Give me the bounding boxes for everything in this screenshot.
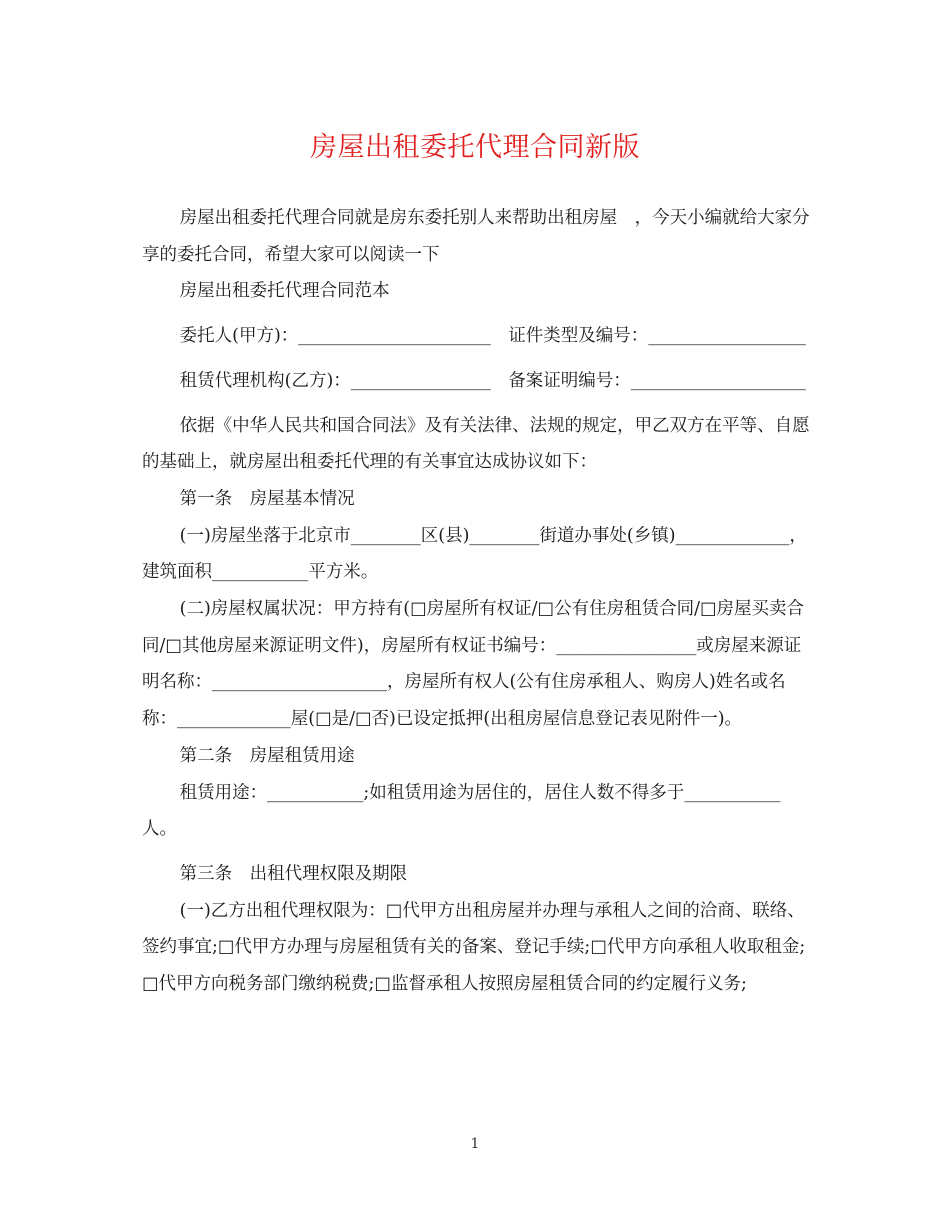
page-number: 1 bbox=[470, 1136, 480, 1152]
article-1-clause-2: (二)房屋权属状况：甲方持有(□房屋所有权证/□公有住房租赁合同/□房屋买卖合同/□其他房屋来源证明文件)，房屋所有权证书编号：________________或房屋来源证明名称：____________________，房屋所有权人(公有住房承租人、购房人)姓名或名称：_____________屋(□是/□否)已设定抵押(出租房屋信息登记表见附件一)。 bbox=[142, 599, 805, 730]
article-1-heading: 第一条 房屋基本情况 bbox=[179, 488, 355, 509]
article-3-clause-1: (一)乙方出租代理权限为：□代甲方出租房屋并办理与承租人之间的洽商、联络、签约事宜;□代甲方办理与房屋租赁有关的备案、登记手续;□代甲方向承租人收取租金;□代甲方向税务部门缴纳税费;□监督承租人按照房屋租赁合同的约定履行义务; bbox=[142, 900, 806, 995]
template-heading: 房屋出租委托代理合同范本 bbox=[179, 281, 390, 302]
document-body bbox=[142, 200, 810, 1003]
article-2-clause: 租赁用途：___________;如租赁用途为居住的，居住人数不得多于___________人。 bbox=[142, 782, 781, 840]
principal-party-line: 委托人(甲方)：______________________ 证件类型及编号：__________________ bbox=[179, 326, 806, 347]
article-1-clause-1: (一)房屋坐落于北京市________区(县)________街道办事处(乡镇)_____________，建筑面积___________平方米。 bbox=[142, 525, 807, 583]
article-2-heading: 第二条 房屋租赁用途 bbox=[179, 745, 355, 766]
intro-paragraph: 房屋出租委托代理合同就是房东委托别人来帮助出租房屋 ，今天小编就给大家分享的委托合同，希望大家可以阅读一下 bbox=[142, 208, 810, 265]
legal-basis-paragraph: 依据《中华人民共和国合同法》及有关法律、法规的规定，甲乙双方在平等、自愿的基础上，就房屋出租委托代理的有关事宜达成协议如下： bbox=[142, 415, 810, 473]
agent-party-line: 租赁代理机构(乙方)：________________ 备案证明编号：____________________ bbox=[179, 370, 806, 391]
document-title: 房屋出租委托代理合同新版 bbox=[310, 132, 640, 163]
article-3-heading: 第三条 出租代理权限及期限 bbox=[179, 863, 408, 884]
